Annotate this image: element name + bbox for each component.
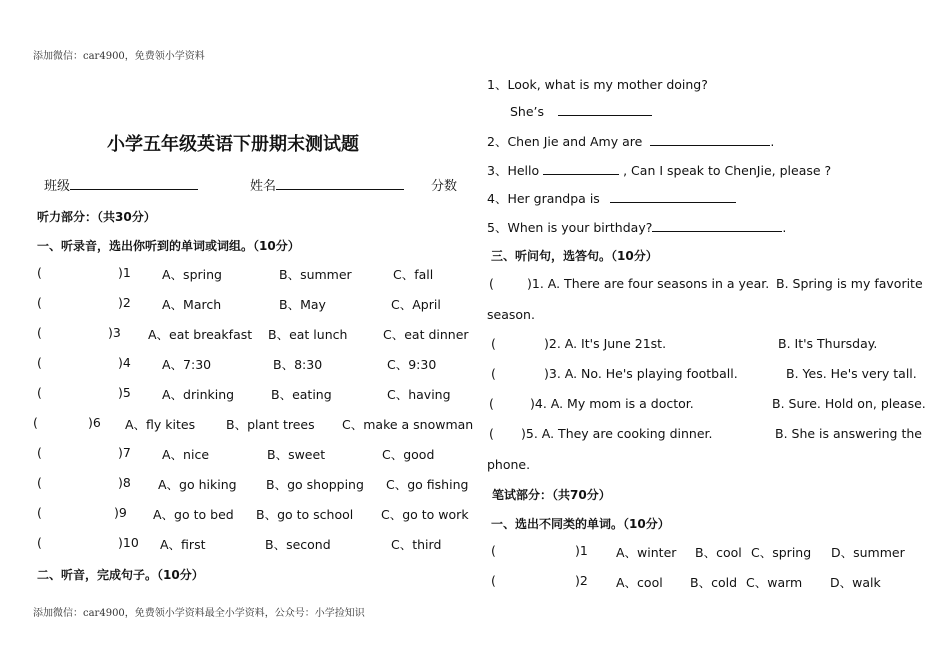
- option-a: A、drinking: [162, 387, 235, 402]
- option-c: C、good: [382, 447, 435, 462]
- option-b: B、second: [265, 537, 331, 552]
- name-label: 姓名: [250, 179, 277, 194]
- option-a: A、go to bed: [153, 507, 234, 522]
- answer-paren[interactable]: (: [491, 543, 496, 558]
- class-blank[interactable]: [70, 177, 198, 190]
- score-label: 分数: [431, 179, 458, 194]
- answer-paren[interactable]: (: [491, 573, 496, 588]
- response-option-a: )3. A. No. He's playing football.: [544, 366, 738, 381]
- option-b: B、cool: [695, 545, 742, 560]
- listening-part3-heading: 三、听问句，选答句。（10分）: [491, 249, 658, 263]
- answer-paren[interactable]: (: [37, 475, 42, 490]
- option-c: C、having: [387, 387, 451, 402]
- answer-paren[interactable]: (: [489, 426, 494, 441]
- option-c: C、eat dinner: [383, 327, 469, 342]
- option-a: A、March: [162, 297, 222, 312]
- page-title: 小学五年级英语下册期末测试题: [107, 134, 359, 155]
- answer-paren[interactable]: (: [37, 505, 42, 520]
- option-a: A、nice: [162, 447, 210, 462]
- sentence-5-blank[interactable]: [652, 219, 782, 232]
- option-a: A、go hiking: [158, 477, 237, 492]
- option-c: C、9:30: [387, 357, 437, 372]
- answer-paren[interactable]: (: [491, 366, 496, 381]
- question-number: )3: [108, 325, 121, 340]
- option-a: A、7:30: [162, 357, 212, 372]
- option-b: B、sweet: [267, 447, 326, 462]
- option-c: C、spring: [751, 545, 812, 560]
- answer-paren[interactable]: (: [37, 385, 42, 400]
- sentence-1: 1、Look, what is my mother doing?: [487, 77, 708, 92]
- option-b: B、go shopping: [266, 477, 364, 492]
- response-option-a: )5. A. They are cooking dinner.: [521, 426, 713, 441]
- option-c: C、go fishing: [386, 477, 469, 492]
- class-field[interactable]: [44, 175, 198, 194]
- listening-heading: 听力部分：（共30分）: [37, 210, 156, 224]
- question-number: )2: [118, 295, 131, 310]
- listening-part2-heading: 二、听音，完成句子。（10分）: [37, 568, 204, 582]
- response-option-b: B. She is answering the: [775, 426, 922, 441]
- sentence-2-blank[interactable]: [650, 133, 770, 146]
- sentence-3-text: 3、Hello: [487, 163, 540, 178]
- option-c: C、third: [391, 537, 442, 552]
- answer-paren[interactable]: (: [37, 535, 42, 550]
- listening-part1-heading: 一、听录音，选出你听到的单词或词组。（10分）: [37, 239, 300, 253]
- response-option-a: )2. A. It's June 21st.: [544, 336, 667, 351]
- question-number: )4: [118, 355, 131, 370]
- answer-paren[interactable]: (: [33, 415, 38, 430]
- sentence-2-text: 2、Chen Jie and Amy are: [487, 134, 643, 149]
- answer-paren[interactable]: (: [37, 325, 42, 340]
- option-a: A、winter: [616, 545, 677, 560]
- question-number: )8: [118, 475, 131, 490]
- option-b: B、eating: [271, 387, 332, 402]
- name-blank[interactable]: [276, 177, 404, 190]
- sentence-1-answer: [510, 103, 652, 119]
- question-number: )9: [114, 505, 127, 520]
- option-c: C、make a snowman: [342, 417, 474, 432]
- option-b: B、eat lunch: [268, 327, 348, 342]
- answer-paren[interactable]: (: [37, 355, 42, 370]
- option-d: D、walk: [830, 575, 881, 590]
- sentence-2: [487, 132, 774, 150]
- question-number: )6: [88, 415, 101, 430]
- sentence-1-blank[interactable]: [558, 103, 652, 116]
- question-number: )1: [575, 543, 588, 558]
- writing-part1-heading: 一、选出不同类的单词。（10分）: [491, 517, 670, 531]
- answer-paren[interactable]: (: [489, 396, 494, 411]
- sentence-4: [487, 189, 736, 207]
- option-a: A、cool: [616, 575, 663, 590]
- header-note: 添加微信：car4900，免费领小学资料: [33, 51, 205, 62]
- response-option-b: B. Sure. Hold on, please.: [772, 396, 926, 411]
- response-option-b: B. Yes. He's very tall.: [786, 366, 917, 381]
- option-c: C、go to work: [381, 507, 469, 522]
- option-b: B、cold: [690, 575, 738, 590]
- option-b: B、8:30: [273, 357, 323, 372]
- sentence-1-prefix: She’s: [510, 104, 545, 119]
- response-option-a: )1. A. There are four seasons in a year.: [527, 276, 770, 291]
- response-continuation: phone.: [487, 457, 531, 472]
- answer-paren[interactable]: (: [37, 445, 42, 460]
- option-a: A、eat breakfast: [148, 327, 253, 342]
- option-a: A、first: [160, 537, 206, 552]
- response-option-a: )4. A. My mom is a doctor.: [530, 396, 694, 411]
- option-a: A、fly kites: [125, 417, 196, 432]
- response-option-b: B. Spring is my favorite: [776, 276, 923, 291]
- sentence-2-end: .: [770, 134, 775, 149]
- name-field[interactable]: [250, 175, 404, 194]
- sentence-5-end: .: [782, 220, 787, 235]
- sentence-3-end: , Can I speak to ChenJie, please ?: [623, 163, 832, 178]
- option-b: B、plant trees: [226, 417, 315, 432]
- answer-paren[interactable]: (: [489, 276, 494, 291]
- question-number: )1: [118, 265, 131, 280]
- answer-paren[interactable]: (: [37, 265, 42, 280]
- sentence-5: [487, 218, 786, 236]
- footer-note: 添加微信：car4900，免费领小学资料最全小学资料，公众号：小学捡知识: [33, 608, 365, 619]
- question-number: )2: [575, 573, 588, 588]
- option-b: B、May: [279, 297, 326, 312]
- writing-heading: 笔试部分：（共70分）: [492, 488, 611, 502]
- answer-paren[interactable]: (: [37, 295, 42, 310]
- option-b: B、go to school: [256, 507, 354, 522]
- question-number: )7: [118, 445, 131, 460]
- question-number: )5: [118, 385, 131, 400]
- sentence-3: [487, 161, 831, 179]
- class-label: 班级: [44, 179, 71, 194]
- option-a: A、spring: [162, 267, 222, 282]
- sentence-5-text: 5、When is your birthday?: [487, 220, 653, 235]
- response-option-b: B. It's Thursday.: [778, 336, 878, 351]
- option-d: D、summer: [831, 545, 905, 560]
- option-c: C、fall: [393, 267, 434, 282]
- sentence-3-blank[interactable]: [543, 162, 619, 175]
- sentence-4-text: 4、Her grandpa is: [487, 191, 600, 206]
- response-continuation: season.: [487, 307, 535, 322]
- question-number: )10: [118, 535, 139, 550]
- answer-paren[interactable]: (: [491, 336, 496, 351]
- sentence-4-blank[interactable]: [610, 190, 736, 203]
- option-c: C、April: [391, 297, 441, 312]
- option-b: B、summer: [279, 267, 352, 282]
- option-c: C、warm: [746, 575, 803, 590]
